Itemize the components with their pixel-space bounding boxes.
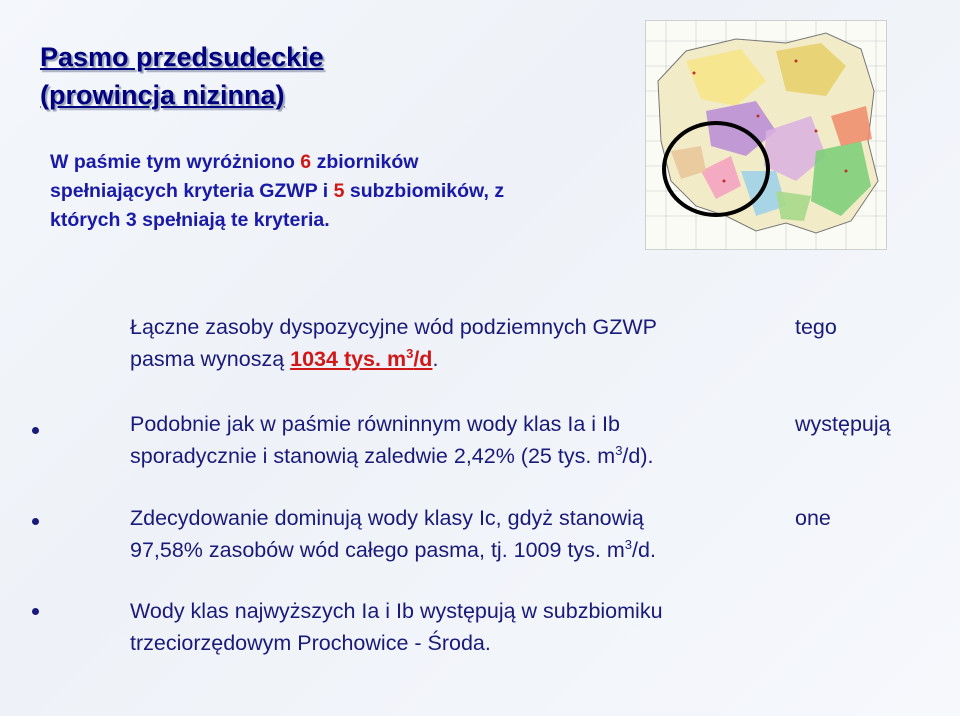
p3-right-word: one <box>795 506 831 530</box>
slide-title-line1: Pasmo przedsudeckie <box>40 42 324 72</box>
paragraph-class-ia-ib <box>130 408 891 472</box>
slide-title <box>40 38 324 114</box>
p1-line2 <box>130 343 657 375</box>
intro-part2: zbiorników spełniających kryteria GZWP i <box>50 151 419 202</box>
p2-line2-pre: sporadycznie i stanowią zaledwie 2,42% (25 tys. m <box>130 444 616 468</box>
paragraph-total-resources <box>130 311 837 375</box>
p3-line2-post: /d. <box>632 538 656 562</box>
p1-line2-end: . <box>432 347 439 371</box>
total-resources-value <box>290 347 432 371</box>
intro-count-reservoirs: 6 <box>300 151 312 173</box>
bullet-dot <box>32 518 39 525</box>
p4-line2: trzeciorzędowym Prochowice - Środa. <box>130 631 491 655</box>
poland-gzwp-map-icon <box>646 21 886 249</box>
intro-count-subreservoirs: 5 <box>333 180 345 202</box>
p2-line2 <box>130 440 654 472</box>
total-resources-number: 1034 tys. m <box>290 347 407 371</box>
p1-line2-pre: pasma wynoszą <box>130 347 291 371</box>
intro-part3: subzbiomików, z których 3 spełniają te kryteria. <box>50 180 505 231</box>
bullet-dot <box>32 608 39 615</box>
p3-line1: Zdecydowanie dominują wody klasy Ic, gdyż stanowią <box>130 506 644 530</box>
intro-text <box>50 148 550 235</box>
intro-part1: W paśmie tym wyróżniono <box>50 151 301 173</box>
p2-sup: 3 <box>615 442 623 458</box>
p1-right-word: tego <box>795 315 837 339</box>
p1-line1: Łączne zasoby dyspozycyjne wód podziemnych GZWP <box>130 315 657 339</box>
total-resources-sup: 3 <box>406 345 414 361</box>
total-resources-unit: /d <box>413 347 433 371</box>
p3-sup: 3 <box>624 536 633 552</box>
paragraph-highest-classes <box>130 595 663 659</box>
p3-line2-pre: 97,58% zasobów wód całego pasma, tj. 1009 tys. m <box>130 538 625 562</box>
p3-line2 <box>130 534 656 566</box>
p2-line1: Podobnie jak w paśmie równinnym wody klas Ia i Ib <box>130 412 620 436</box>
p2-right-word: występują <box>795 412 891 436</box>
slide-title-line2: (prowincja nizinna) <box>40 80 285 110</box>
poland-map-image <box>645 20 887 250</box>
p2-line2-post: /d). <box>622 444 654 468</box>
bullet-dot <box>32 427 39 434</box>
p4-line1: Wody klas najwyższych Ia i Ib występują w subzbiomiku <box>130 599 663 623</box>
paragraph-class-ic <box>130 502 831 566</box>
